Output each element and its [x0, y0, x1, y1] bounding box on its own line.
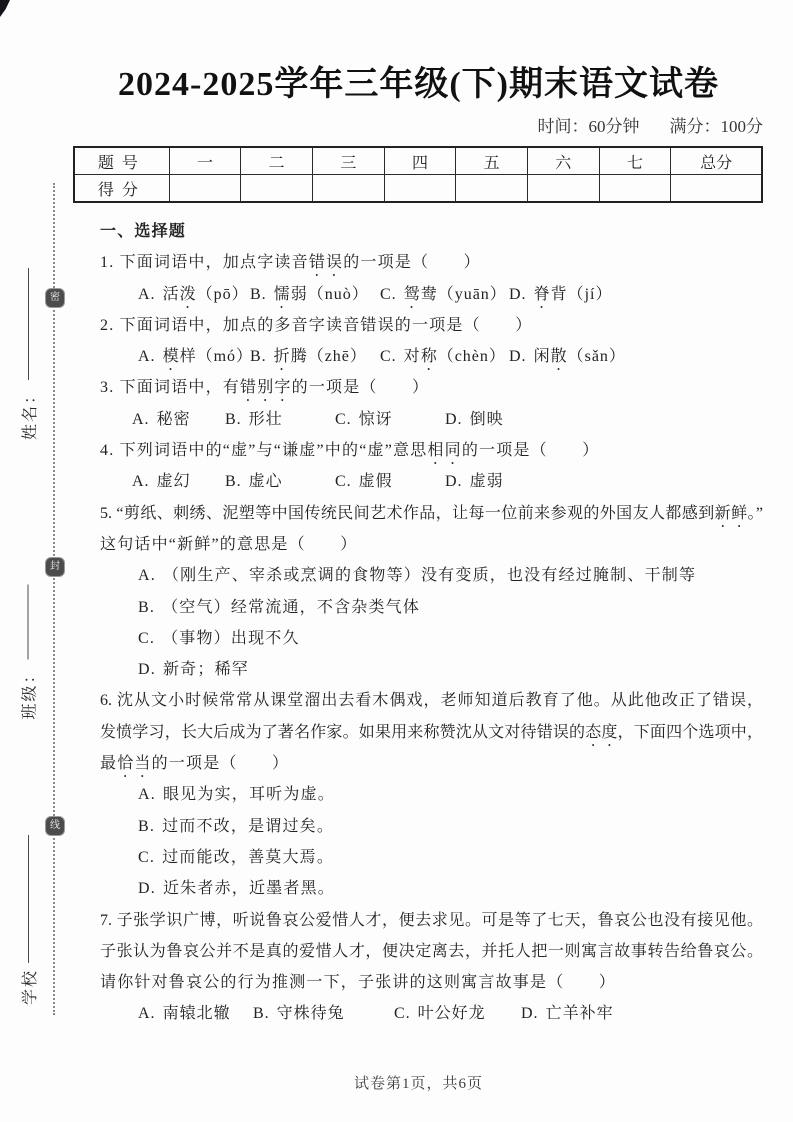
question-2-options: [100, 341, 763, 372]
seal-dotted-line: [53, 183, 55, 1015]
score-blank-cell: [456, 175, 528, 203]
option-c: C. 惊讶: [335, 410, 393, 428]
section-title: 一、选择题: [100, 223, 187, 240]
score-table-cell-5: 五: [456, 147, 528, 175]
question-5-option-c: C. （事物）出现不久: [138, 629, 300, 647]
question-6-stem-line3: 最恰当的一项是（ ）: [100, 755, 290, 773]
name-field-label: 姓名：: [21, 385, 39, 440]
score-blank-cell: [241, 175, 313, 203]
school-field: [17, 835, 39, 1005]
question-5-stem-line1: 5. “剪纸、刺绣、泥塑等中国传统民间艺术作品，让每一位前来参观的外国友人都感到新鲜。”: [100, 504, 763, 522]
option-b: B. 懦弱（nuò）: [250, 285, 369, 303]
score-table-cell-timu: 题号: [74, 147, 169, 175]
score-table-cell-defen: 得分: [74, 175, 169, 203]
score-blank-cell: [384, 175, 456, 203]
question-6-option-c: C. 过而能改，善莫大焉。: [138, 848, 335, 866]
class-field-label: 班级：: [21, 665, 38, 720]
question-2-stem: 2. 下面词语中，加点的多音字读音错误的一项是（ ）: [100, 316, 533, 334]
option-d: D. 虚弱: [445, 473, 504, 491]
score-table-cell-2: 二: [241, 147, 313, 175]
school-field-blank-line: [28, 835, 29, 963]
option-a: A. 模样（mó）: [138, 348, 254, 366]
question-6-stem-line1: 6. 沈从文小时候常常从课堂溜出去看木偶戏，老师知道后教育了他。从此他改正了错误，: [100, 692, 763, 710]
question-5-option-a: A. （刚生产、宰杀或烹调的食物等）没有变质，也没有经过腌制、干制等: [138, 567, 697, 585]
question-7-stem-line2: 子张认为鲁哀公并不是真的爱惜人才，便决定离去，并托人把一则寓言故事转告给鲁哀公。: [100, 942, 763, 960]
question-6-option-a: A. 眼见为实，耳听为虚。: [138, 786, 335, 804]
option-a: A. 南辕北辙: [138, 1005, 231, 1023]
name-field: [17, 268, 39, 440]
option-b: B. 守株待兔: [253, 1005, 345, 1023]
exam-time: 时间：60分钟: [537, 117, 640, 136]
score-table-cell-total: 总分: [671, 147, 762, 175]
score-blank-cell: [671, 175, 762, 203]
score-table-cell-1: 一: [169, 147, 241, 175]
question-5-option-d: D. 新奇；稀罕: [138, 661, 249, 679]
option-b: B. 虚心: [225, 473, 283, 491]
question-7-options: [100, 998, 763, 1029]
class-field-blank-line: [27, 585, 28, 660]
score-blank-cell: [527, 175, 599, 203]
score-table-cell-6: 六: [527, 147, 599, 175]
question-6-stem-line2: 发愤学习，长大后成为了著名作家。如果用来称赞沈从文对待错误的态度，下面四个选项中，: [100, 723, 763, 741]
option-b: B. 折腾（zhē）: [250, 348, 367, 366]
question-7-stem-line3: 请你针对鲁哀公的行为推测一下，子张讲的这则寓言故事是（ ）: [100, 974, 617, 992]
seal-stamp-feng-char: 封: [50, 561, 60, 572]
question-4-options: [100, 466, 763, 497]
option-a: A. 秘密: [132, 410, 191, 428]
score-table-cell-3: 三: [313, 147, 385, 175]
seal-stamp-xian-char: 线: [50, 820, 60, 831]
option-c: C. 虚假: [335, 473, 393, 491]
question-3-stem: 3. 下面词语中，有错别字的一项是（ ）: [100, 379, 430, 397]
score-table-score-row: [74, 175, 762, 203]
score-table-header-row: [74, 147, 762, 175]
question-1-stem: 1. 下面词语中，加点字读音错误的一项是（ ）: [100, 254, 481, 272]
option-c: C. 对称（chèn）: [380, 348, 506, 366]
option-d: D. 闲散（sǎn）: [509, 348, 626, 366]
score-blank-cell: [313, 175, 385, 203]
option-d: D. 脊背（jí）: [509, 285, 613, 303]
scan-corner-artifact: [0, 0, 10, 17]
option-a: A. 虚幻: [132, 473, 191, 491]
score-blank-cell: [599, 175, 671, 203]
question-4-stem: 4. 下列词语中的“虚”与“谦虚”中的“虚”意思相同的一项是（ ）: [100, 442, 600, 460]
option-a: A. 活泼（pō）: [138, 285, 249, 303]
option-d: D. 亡羊补牢: [521, 1005, 614, 1023]
question-5-stem-line2: 这句话中“新鲜”的意思是（ ）: [100, 535, 358, 553]
question-1-options: [100, 279, 763, 310]
score-table-cell-4: 四: [384, 147, 456, 175]
question-5-option-b: B. （空气）经常流通，不含杂类气体: [138, 598, 421, 616]
school-field-label: 学校: [21, 968, 39, 1005]
page-footer: 试卷第1页，共6页: [353, 1076, 483, 1092]
option-b: B. 形壮: [225, 410, 283, 428]
seal-stamp-mi: [46, 289, 64, 307]
exam-meta: [73, 112, 763, 137]
class-field: [17, 585, 39, 720]
page-title: 2024-2025学年三年级(下)期末语文试卷: [118, 66, 719, 103]
option-c: C. 叶公好龙: [394, 1005, 486, 1023]
question-7-stem-line1: 7. 子张学识广博，听说鲁哀公爱惜人才，便去求见。可是等了七天，鲁哀公也没有接见他。: [100, 911, 763, 929]
question-6-option-b: B. 过而不改，是谓过矣。: [138, 817, 335, 835]
score-table: [73, 146, 763, 203]
seal-stamp-feng: [46, 558, 64, 576]
score-table-cell-7: 七: [599, 147, 671, 175]
exam-full-score: 满分：100分: [669, 117, 763, 136]
name-field-blank-line: [28, 268, 29, 380]
question-3-options: [100, 404, 763, 435]
score-blank-cell: [169, 175, 241, 203]
option-c: C. 鸳鸯（yuān）: [380, 285, 507, 303]
option-d: D. 倒映: [445, 410, 504, 428]
seal-stamp-mi-char: 密: [50, 292, 60, 303]
seal-stamp-xian: [46, 817, 64, 835]
question-6-option-d: D. 近朱者赤，近墨者黑。: [138, 880, 335, 898]
question-list: [100, 216, 763, 1030]
